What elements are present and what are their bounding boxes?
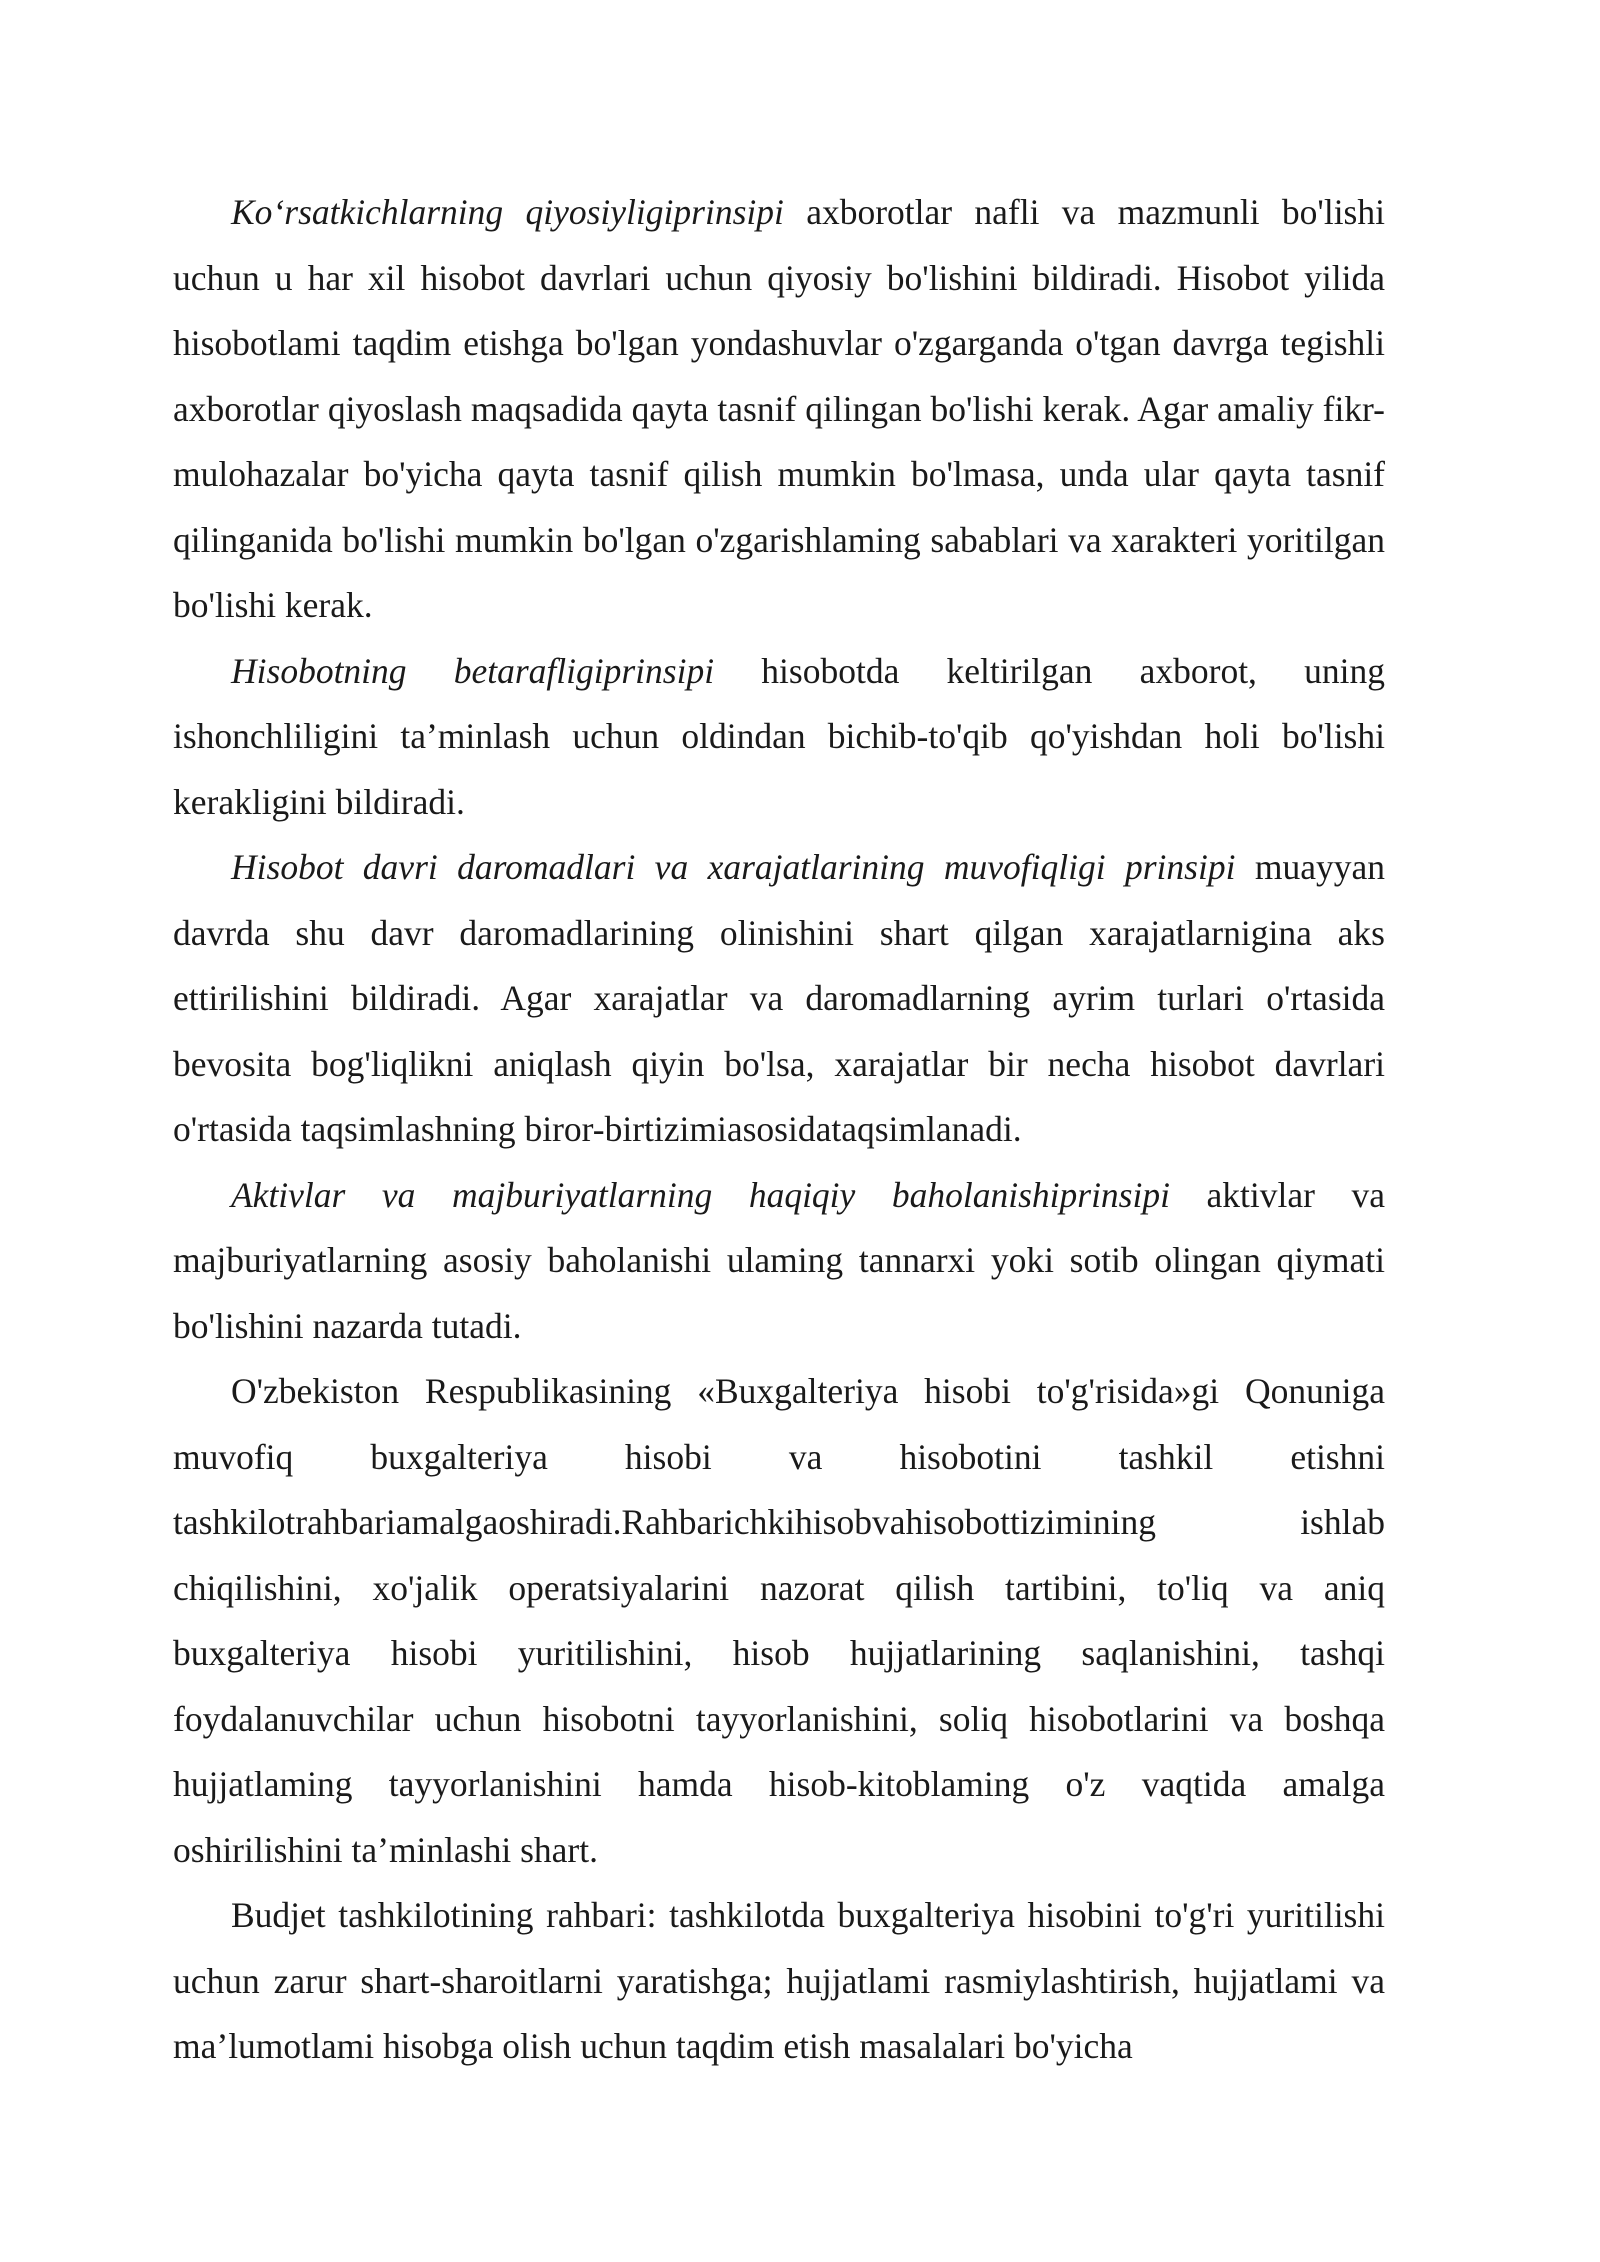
document-page xyxy=(173,180,1385,2080)
paragraph-text: aktivlar va majburiyatlarning asosiy baholanishi ulaming tannarxi yoki sotib olingan qiymati bo'lishini nazarda tutadi. xyxy=(173,1174,1385,1346)
paragraph-comparability-principle xyxy=(173,180,1385,639)
paragraph-matching-principle xyxy=(173,835,1385,1163)
paragraph-budget-head xyxy=(173,1883,1385,2080)
paragraph-text: axborotlar nafli va mazmunli bo'lishi uchun u har xil hisobot davrlari uchun qiyosiy bo'lishini bildiradi. Hisobot yilida hisobotlami taqdim etishga bo'lgan yondashuvlar o'zgarganda o'tgan davrga tegishli axborotlar qiyoslash maqsadida qayta tasnif qilingan bo'lishi kerak. Agar amaliy fikr-mulohazalar bo'yicha qayta tasnif qilish mumkin bo'lmasa, unda ular qayta tasnif qilinganida bo'lishi mumkin bo'lgan o'zgarishlaming sabablari va xarakteri yoritilgan bo'lishi kerak. xyxy=(173,192,1385,625)
principle-term: Ko‘rsatkichlarning qiyosiyligiprinsipi xyxy=(231,192,784,232)
paragraph-text: O'zbekiston Respublikasining «Buxgalteriya hisobi to'g'risida»gi Qonuniga muvofiq buxgalteriya hisobi va hisobotini tashkil etishni tashkilotrahbariamalgaoshiradi.Rahbarichkihisobvahisobottizimining ishlab chiqilishini, xo'jalik operatsiyalarini nazorat qilish tartibini, to'liq va aniq buxgalteriya hisobi yuritilishini, hisob hujjatlarining saqlanishini, tashqi foydalanuvchilar uchun hisobotni tayyorlanishini, soliq hisobotlarini va boshqa hujjatlaming tayyorlanishini hamda hisob-kitoblaming o'z vaqtida amalga oshirilishini ta’minlashi shart. xyxy=(173,1371,1385,1870)
paragraph-neutrality-principle xyxy=(173,639,1385,836)
paragraph-accounting-law xyxy=(173,1359,1385,1883)
paragraph-valuation-principle xyxy=(173,1163,1385,1360)
paragraph-text: muayyan davrda shu davr daromadlarining olinishini shart qilgan xarajatlarnigina aks ettirilishini bildiradi. Agar xarajatlar va daromadlarning ayrim turlari o'rtasida bevosita bog'liqlikni aniqlash qiyin bo'lsa, xarajatlar bir necha hisobot davrlari o'rtasida taqsimlashning biror-birtizimiasosidataqsimlanadi. xyxy=(173,847,1385,1149)
principle-term: Aktivlar va majburiyatlarning haqiqiy baholanishiprinsipi xyxy=(231,1174,1170,1215)
principle-term: Hisobotning betarafligiprinsipi xyxy=(231,650,715,691)
principle-term: Hisobot davri daromadlari va xarajatlarining muvofiqligi prinsipi xyxy=(231,847,1236,887)
paragraph-text: Budjet tashkilotining rahbari: tashkilotda buxgalteriya hisobini to'g'ri yuritilishi uchun zarur shart-sharoitlarni yaratishga; hujjatlami rasmiylashtirish, hujjatlami va ma’lumotlami hisobga olish uchun taqdim etish masalalari bo'yicha xyxy=(173,1895,1385,2066)
paragraph-text: hisobotda keltirilgan axborot, uning ishonchliligini ta’minlash uchun oldindan bichib-to'qib qo'yishdan holi bo'lishi kerakligini bildiradi. xyxy=(173,650,1385,822)
